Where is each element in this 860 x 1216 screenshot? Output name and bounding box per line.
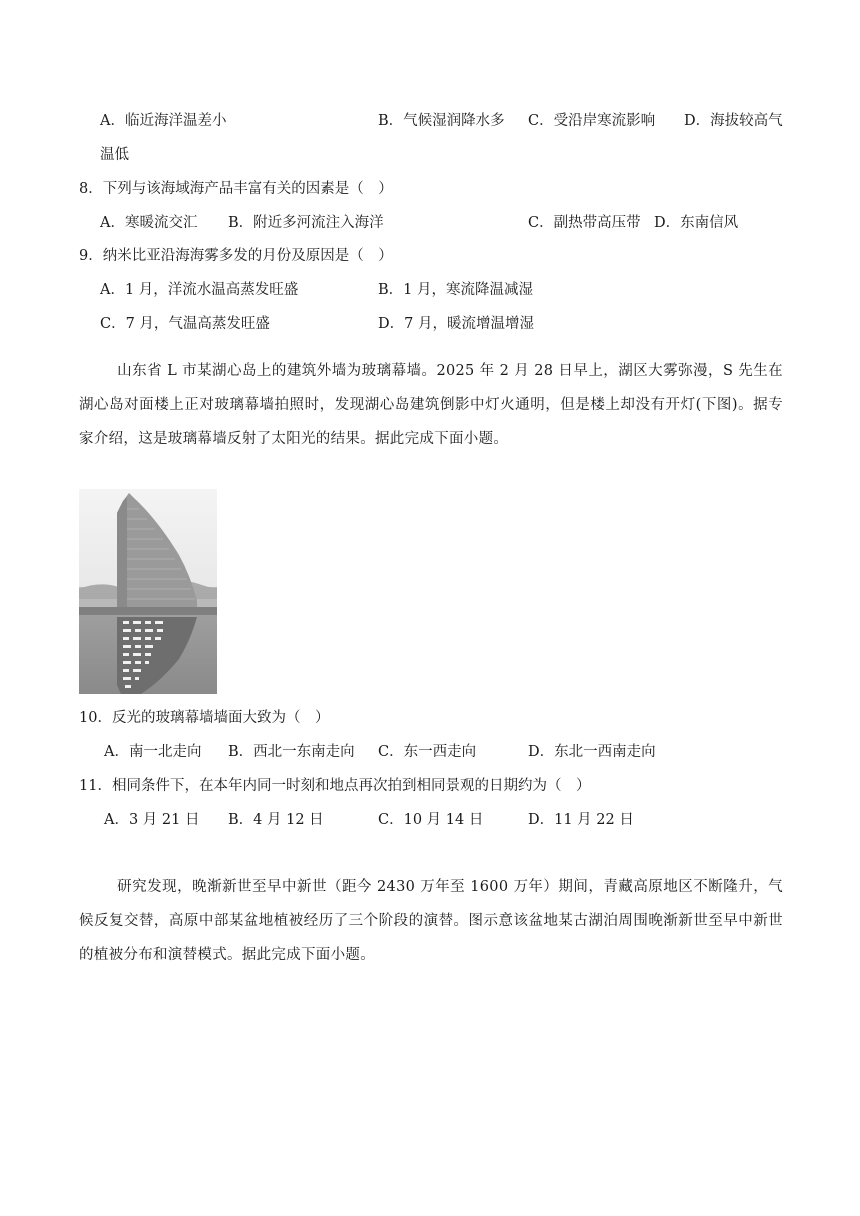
passage-tibetan-plateau-vegetation [79,870,783,972]
q10-option-d: D．东北一西南走向 [528,744,656,760]
passage-glass-curtain-wall [79,354,783,456]
q7-option-d: D．海拔较高气 [684,113,783,129]
q11-option-d: D．11 月 22 日 [528,812,634,828]
q9-option-c: C．7 月，气温高蒸发旺盛 [100,316,270,332]
q7-option-a: A．临近海洋温差小 [100,113,227,129]
q8-option-b: B．附近多河流注入海洋 [228,215,384,231]
q10-option-c: C．东一西走向 [378,744,477,760]
passage-glass-curtain-wall-text: 山东省 L 市某湖心岛上的建筑外墙为玻璃幕墙。2025 年 2 月 28 日早上，湖区大雾弥漫，S 先生在湖心岛对面楼上正对玻璃幕墙拍照时，发现湖心岛建筑倒影中灯火通明，但是楼上却没有开灯(下图)。据专家介绍，这是玻璃幕墙反射了太阳光的结果。据此完成下面小题。 [79,363,783,447]
q8-option-a: A．寒暖流交汇 [100,215,198,231]
q11-option-b: B．4 月 12 日 [228,812,324,828]
q9-stem: 9．纳米比亚沿海海雾多发的月份及原因是（ ） [79,248,393,264]
q7-option-d-continued: 温低 [100,147,129,163]
q8-stem: 8．下列与该海域海产品丰富有关的因素是（ ） [79,181,393,197]
q10-option-a: A．南一北走向 [104,744,202,760]
q9-option-a: A．1 月，洋流水温高蒸发旺盛 [100,282,299,298]
passage-tibetan-plateau-vegetation-text: 研究发现，晚渐新世至早中新世（距今 2430 万年至 1600 万年）期间，青藏高原地区不断隆升，气候反复交替，高原中部某盆地植被经历了三个阶段的演替。图示意该盆地某古湖泊周围晚渐新世至早中新世的植被分布和演替模式。据此完成下面小题。 [79,879,783,963]
q10-stem: 10．反光的玻璃幕墙墙面大致为（ ） [79,710,330,726]
lake-building-reflection-photo [79,489,217,694]
q7-option-c: C．受沿岸寒流影响 [528,113,656,129]
q11-option-a: A．3 月 21 日 [104,812,200,828]
q9-option-b: B．1 月，寒流降温减湿 [378,282,533,298]
q11-stem: 11．相同条件下，在本年内同一时刻和地点再次拍到相同景观的日期约为（ ） [79,778,591,794]
q11-option-c: C．10 月 14 日 [378,812,484,828]
q10-option-b: B．西北一东南走向 [228,744,355,760]
q9-option-d: D．7 月，暖流增温增湿 [378,316,534,332]
q8-option-d: D．东南信风 [654,215,739,231]
q8-option-c: C．副热带高压带 [528,215,641,231]
photo-tower-shade [117,497,127,609]
q7-option-b: B．气候湿润降水多 [378,113,505,129]
